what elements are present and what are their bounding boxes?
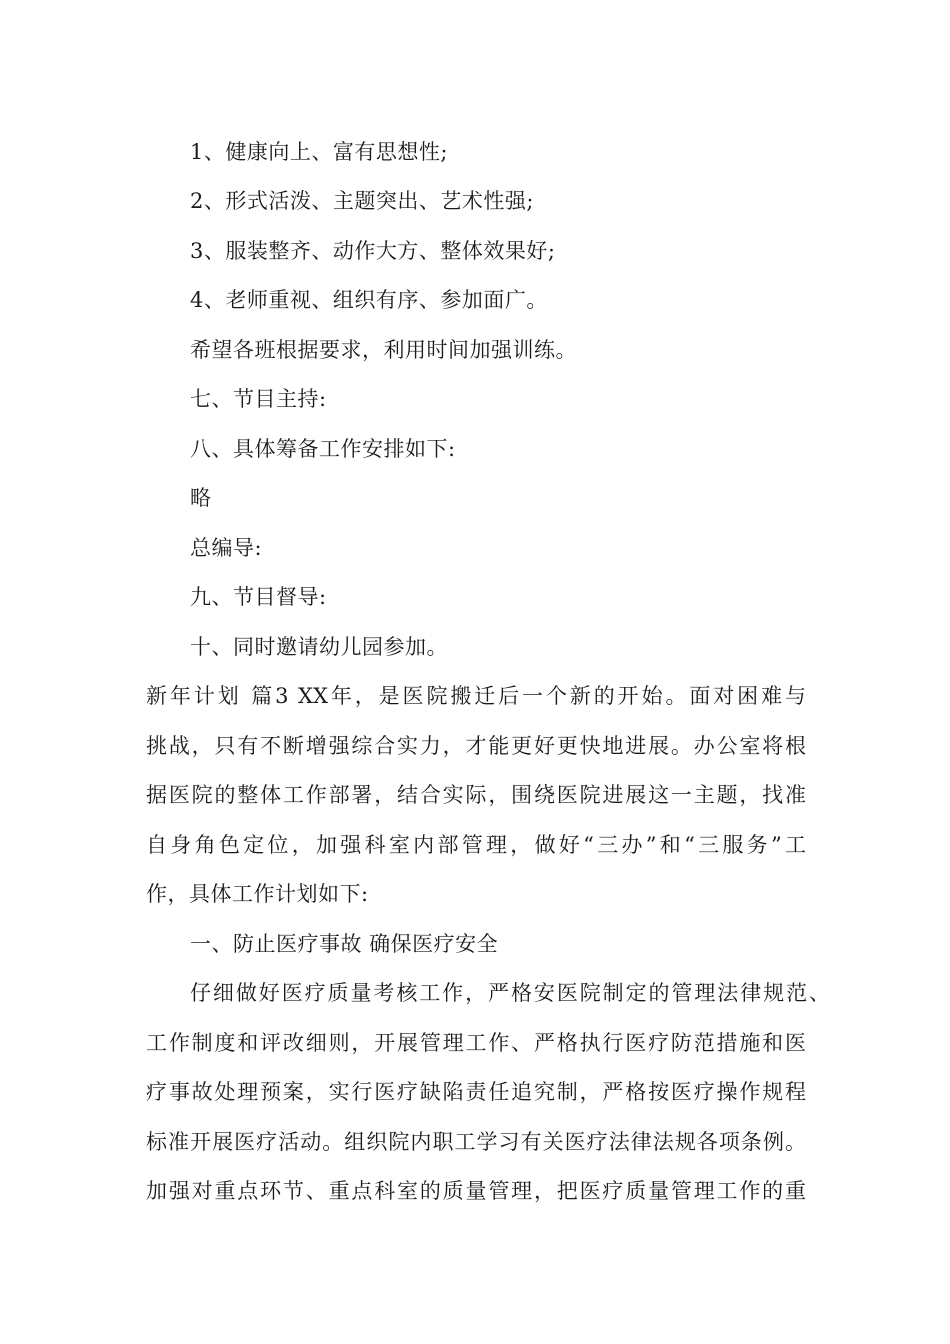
- list-item-2: 2、形式活泼、主题突出、艺术性强;: [190, 189, 534, 213]
- paragraph-line: 总编导:: [190, 536, 263, 560]
- list-item-4: 4、老师重视、组织有序、参加面广。: [190, 288, 548, 312]
- list-item-3: 3、服装整齐、动作大方、整体效果好;: [190, 239, 556, 263]
- paragraph-line: 疗事故处理预案，实行医疗缺陷责任追究制，严格按医疗操作规程: [146, 1080, 806, 1104]
- paragraph-line: 标准开展医疗活动。组织院内职工学习有关医疗法律法规各项条例。: [146, 1130, 806, 1154]
- paragraph-line: 挑战，只有不断增强综合实力，才能更好更快地进展。办公室将根: [146, 734, 806, 758]
- paragraph-line: 略: [190, 486, 212, 510]
- paragraph-line: 作，具体工作计划如下:: [146, 882, 369, 906]
- section-heading-8: 八、具体筹备工作安排如下:: [190, 437, 456, 461]
- paragraph-line: 仔细做好医疗质量考核工作，严格安医院制定的管理法律规范、: [190, 981, 830, 1005]
- section-heading-10: 十、同时邀请幼儿园参加。: [190, 635, 448, 659]
- paragraph-line: 工作制度和评改细则，开展管理工作、严格执行医疗防范措施和医: [146, 1031, 806, 1055]
- paragraph-line: 据医院的整体工作部署，结合实际，围绕医院进展这一主题，找准: [146, 783, 806, 807]
- list-item-1: 1、健康向上、富有思想性;: [190, 140, 448, 164]
- paragraph-line: 希望各班根据要求，利用时间加强训练。: [190, 338, 577, 362]
- paragraph-line: 自身角色定位，加强科室内部管理，做好“三办”和“三服务”工: [146, 833, 806, 857]
- paragraph-line: 加强对重点环节、重点科室的质量管理，把医疗质量管理工作的重: [146, 1179, 806, 1203]
- plan-intro-line: 新年计划 篇3 XX年，是医院搬迁后一个新的开始。面对困难与: [146, 684, 806, 708]
- section-heading-9: 九、节目督导:: [190, 585, 327, 609]
- section-heading-1: 一、防止医疗事故 确保医疗安全: [190, 932, 499, 956]
- section-heading-7: 七、节目主持:: [190, 387, 327, 411]
